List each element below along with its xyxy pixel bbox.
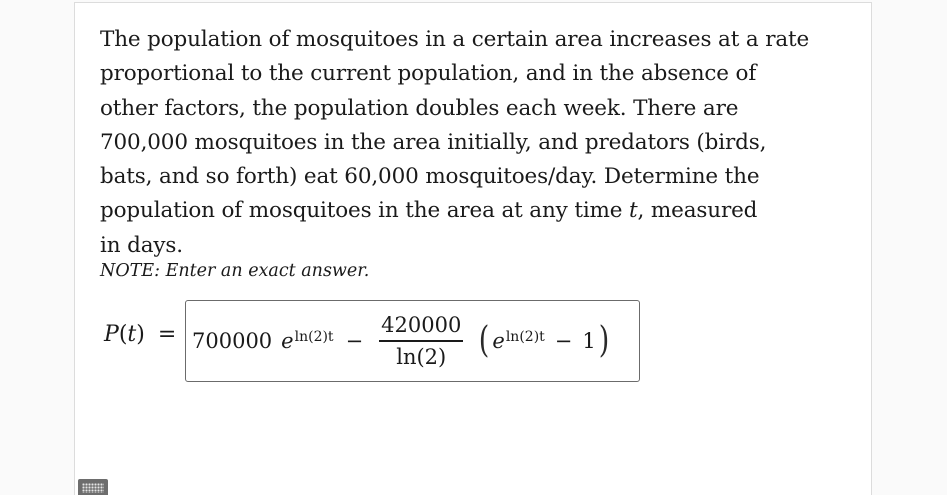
answer-expression	[192, 301, 611, 381]
fraction-denominator: ln(2)	[396, 344, 447, 369]
left-paren: (	[479, 320, 490, 361]
problem-line: other factors, the population doubles each week. There are	[100, 95, 739, 121]
inner-exponent: ln(2)t	[505, 329, 545, 345]
fraction-numerator: 420000	[381, 313, 462, 338]
coefficient: 700000	[192, 329, 273, 353]
time-variable: t	[629, 198, 638, 224]
problem-text: , measured	[637, 198, 758, 224]
keyboard-icon[interactable]	[78, 479, 108, 495]
fraction	[379, 312, 463, 369]
note-text: NOTE: Enter an exact answer.	[100, 261, 370, 281]
inner-exp-base: e	[492, 329, 505, 353]
inner-minus-sign: −	[554, 329, 573, 353]
problem-line: proportional to the current population, and in the absence of	[100, 61, 757, 87]
problem-line: 700,000 mosquitoes in the area initially, and predators (birds,	[100, 129, 767, 155]
exp-base: e	[281, 329, 294, 353]
close-paren: )	[136, 322, 145, 347]
problem-line: The population of mosquitoes in a certain area increases at a rate	[100, 27, 810, 52]
right-paren: )	[598, 320, 610, 361]
equals-sign: =	[157, 322, 177, 347]
answer-label	[104, 322, 176, 347]
problem-text: population of mosquitoes in the area at any time	[100, 198, 630, 224]
minus-sign: −	[345, 329, 364, 353]
problem-line	[100, 194, 840, 228]
function-variable: t	[127, 322, 137, 347]
keyboard-keys	[82, 483, 104, 493]
function-name: P	[104, 322, 119, 347]
problem-line: in days.	[100, 232, 183, 258]
answer-input[interactable]	[185, 300, 640, 382]
open-paren: (	[118, 322, 128, 347]
inner-one: 1	[582, 329, 596, 353]
problem-line: bats, and so forth) eat 60,000 mosquitoes/day. Determine the	[100, 164, 760, 190]
exponent: ln(2)t	[294, 329, 334, 345]
problem-statement	[100, 23, 840, 263]
